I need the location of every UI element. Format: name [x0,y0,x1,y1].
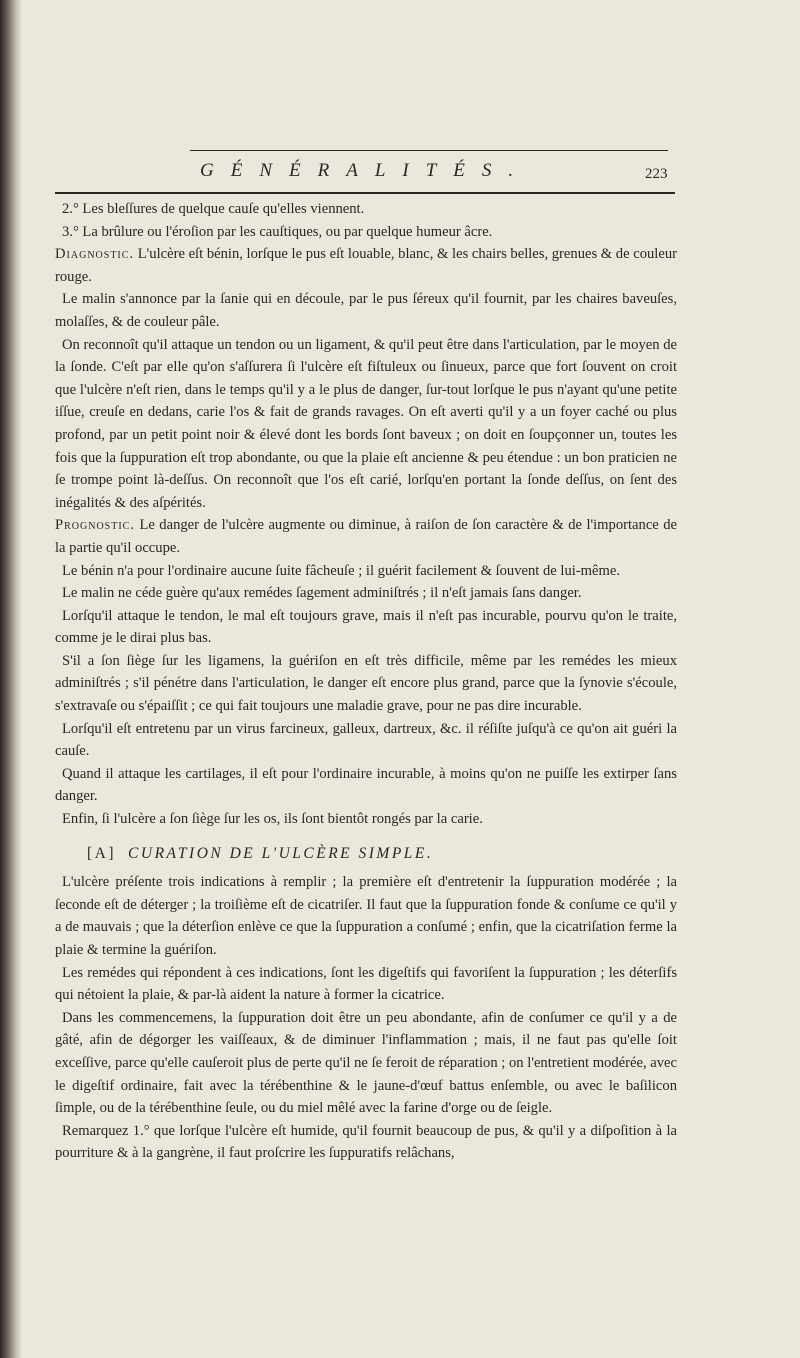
paragraph-diagnostic [55,243,677,288]
diagnostic-label: Diagnostic. [55,246,135,263]
paragraph: 2.° Les bleſſures de quelque cauſe qu'elles viennent. [62,201,365,217]
paragraph: On reconnoît qu'il attaque un tendon ou un ligament, & qu'il peut être dans l'articulation, par le moyen de la ſonde. C'eſt par elle qu'on s'aſſurera ſi l'ulcère eſt fiſtuleux ou ſinueux, parce que fort ſouvent on croit que l'ulcère n'eſt rien, dans le temps qu'il y a le plus de danger, ſur-tout lorſque le pus n'ayant qu'une petite iſſue, creuſe en dedans, carie l'os & fait de grands ravages. On eſt averti qu'il y a un foyer caché ou plus profond, par un petit point noir & élevé dont les bords ſont baveux ; on doit en ſoupçonner un, toutes les fois que la ſuppuration eſt trop abondante, ou que la plaie eſt ancienne & peu étendue : un bon praticien ne ſe trompe point là-deſſus. On reconnoît que l'os eſt carié, lorſqu'en portant la ſonde deſſus, on ſent des inégalités & des aſpérités. [55,336,677,511]
paragraph: Le bénin n'a pour l'ordinaire aucune ſuite fâcheuſe ; il guérit facilement & ſouvent de lui-même. [62,562,620,579]
paragraph: Lorſqu'il attaque le tendon, le mal eſt toujours grave, mais il n'eſt pas incurable, pourvu qu'on le traite, comme je le dirai plus bas. [55,607,677,647]
paragraph: Enfin, ſi l'ulcère a ſon ſiège ſur les os, ils ſont bientôt rongés par la carie. [62,811,483,828]
paragraph: Lorſqu'il eſt entretenu par un virus farcineux, galleux, dartreux, &c. il réſiſte juſqu'à ce qu'on ait guéri la cauſe. [55,720,677,760]
paragraph: Les remédes qui répondent à ces indications, ſont les digeſtifs qui favoriſent la ſuppuration ; les déterſifs qui nétoient la plaie, & par-là aident la nature à former la cicatrice. [55,964,677,1004]
paragraph-text: L'ulcère eſt bénin, lorſque le pus eſt louable, blanc, & les chairs belles, grenues & de couleur rouge. [55,246,677,285]
section-label: [A] [87,844,117,862]
body-text [55,198,677,1165]
section-heading [55,843,677,866]
paragraph: Quand il attaque les cartilages, il eſt pour l'ordinaire incurable, à moins qu'on ne puiſſe les extirper ſans danger. [55,765,677,805]
paragraph: Remarquez 1.° que lorſque l'ulcère eſt humide, qu'il fournit beaucoup de pus, & qu'il y a diſpoſition à la pourriture & à la gangrène, il faut proſcrire les ſuppuratifs relâchans, [55,1122,677,1162]
paragraph: S'il a ſon ſiège ſur les ligamens, la guériſon en eſt très difficile, même par les remédes les mieux adminiſtrés ; s'il pénétre dans l'articulation, le danger eſt encore plus grand, parce que la ſynovie s'écoule, s'extravaſe ou s'épaiſſit ; ce qui fait toujours une maladie grave, pour ne pas dire incurable. [55,652,677,715]
running-title: GÉNÉRALITÉS. [200,160,531,181]
header-rule-top [190,150,668,151]
paragraph-prognostic [55,514,677,559]
prognostic-label: Prognostic. [55,517,135,534]
paragraph: Le malin ne céde guère qu'aux remédes ſagement adminiſtrés ; il n'eſt jamais ſans danger. [62,585,582,602]
paragraph: Le malin s'annonce par la ſanie qui en découle, par le pus ſéreux qu'il fournit, par les chaires baveuſes, molaſſes, & de couleur pâle. [55,291,677,330]
header-rule-bottom [55,192,675,194]
section-title-text: CURATION DE L'ULCÈRE SIMPLE. [128,844,434,862]
paragraph: Dans les commencemens, la ſuppuration doit être un peu abondante, afin de conſumer ce qu'il y a de gâté, afin de dégorger les vaiſſeaux, & de diminuer l'inflammation ; mais, il ne faut pas qu'elle ſoit exceſſive, parce qu'elle cauſeroit plus de perte qu'il ne ſe feroit de réparation ; on l'entretient modérée, avec le digeſtif ordinaire, fait avec la térébenthine & le jaune-d'œuf battus enſemble, ou avec le baſilicon ſimple, ou de la térébenthine ſeule, ou du miel mêlé avec la farine d'orge ou de ſeigle. [55,1009,677,1117]
book-spine-shadow [0,0,22,1358]
paragraph: L'ulcère préſente trois indications à remplir ; la première eſt d'entretenir la ſuppuration modérée ; la ſeconde eſt de déterger ; la troiſième eſt de cicatriſer. Il faut que la ſuppuration fonde & conſume ce qu'il y a de mauvais ; que la déterſion enlève ce que la ſuppuration a conſumé ; enfin, que la cicatriſation ferme la plaie & termine la guériſon. [55,874,677,958]
page-number: 223 [645,166,668,182]
paragraph-text: Le danger de l'ulcère augmente ou diminue, à raiſon de ſon caractère & de l'importance de la partie qu'il occupe. [55,517,677,556]
paragraph: 3.° La brûlure ou l'éroſion par les cauſtiques, ou par quelque humeur âcre. [62,223,493,240]
